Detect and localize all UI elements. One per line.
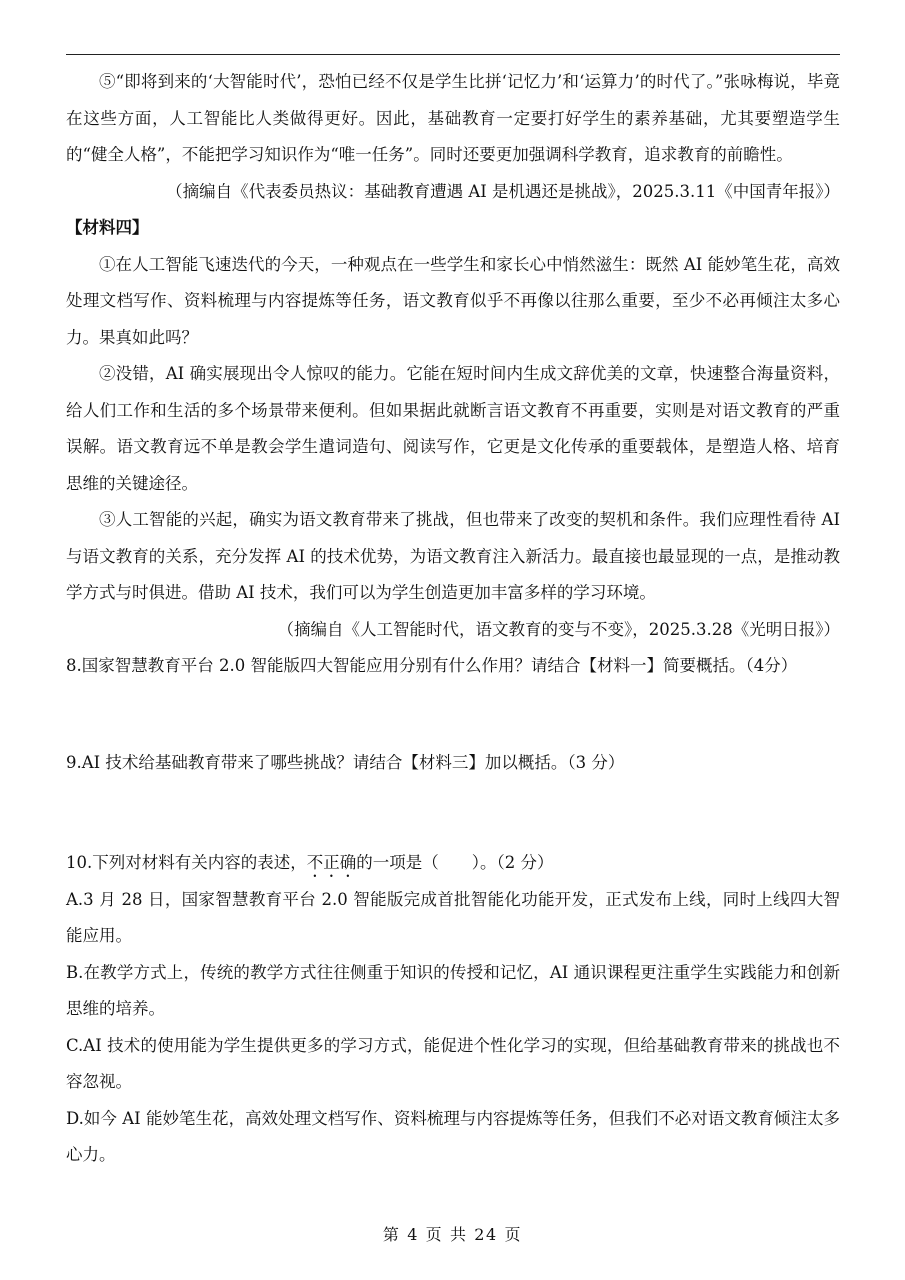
material4-source: （摘编自《人工智能时代，语文教育的变与不变》，2025.3.28《光明日报》） [277,619,840,639]
question-9: 9.AI 技术给基础教育带来了哪些挑战？请结合【材料三】加以概括。（3 分） [66,752,625,772]
answer-space-8 [66,685,840,745]
option-c: C.AI 技术的使用能为学生提供更多的学习方式，能促进个性化学习的实现，但给基础教育带来的挑战也不容忽视。 [66,1035,840,1091]
material3-source: （摘编自《代表委员热议：基础教育遭遇 AI 是机遇还是挑战》，2025.3.11《中国青年报》） [166,181,840,201]
material4-paragraph-3: ③人工智能的兴起，确实为语文教育带来了挑战，但也带来了改变的契机和条件。我们应理性看待 AI 与语文教育的关系，充分发挥 AI 的技术优势，为语文教育注入新活力。最直接也最显现的一点，是推动教学方式与时俱进。借助 AI 技术，我们可以为学生创造更加丰富多样的学习环境。 [66,510,840,602]
top-rule [66,54,840,55]
document-body [66,64,840,1174]
page-footer: 第 4 页 共 24 页 [382,1225,523,1244]
option-a: A.3 月 28 日，国家智慧教育平台 2.0 智能版完成首批智能化功能开发，正式发布上线，同时上线四大智能应用。 [66,889,840,945]
answer-space-9 [66,781,840,845]
option-d: D.如今 AI 能妙笔生花，高效处理文档写作、资料梳理与内容提炼等任务，但我们不必对语文教育倾注太多心力。 [66,1108,840,1164]
question-10 [66,845,840,882]
material4-paragraph-2: ②没错，AI 确实展现出令人惊叹的能力。它能在短时间内生成文辞优美的文章，快速整合海量资料，给人们工作和生活的多个场景带来便利。但如果据此就断言语文教育不再重要，实则是对语文教育的严重误解。语文教育远不单是教会学生遣词造句、阅读写作，它更是文化传承的重要载体，是塑造人格、培育思维的关键途径。 [66,364,840,493]
material4-paragraph-1: ①在人工智能飞速迭代的今天，一种观点在一些学生和家长心中悄然滋生：既然 AI 能妙笔生花，高效处理文档写作、资料梳理与内容提炼等任务，语文教育似乎不再像以往那么重要，至少不必再倾注太多心力。果真如此吗？ [66,254,840,347]
material4-heading: 【材料四】 [66,218,149,237]
question-8: 8.国家智慧教育平台 2.0 智能版四大智能应用分别有什么作用？请结合【材料一】简要概括。（4分） [66,656,798,675]
material3-paragraph-5: ⑤“即将到来的‘大智能时代’，恐怕已经不仅是学生比拼‘记忆力’和‘运算力’的时代了。”张咏梅说，毕竟在这些方面，人工智能比人类做得更好。因此，基础教育一定要打好学生的素养基础，尤其要塑造学生的“健全人格”，不能把学习知识作为“唯一任务”。同时还要更加强调科学教育，追求教育的前瞻性。 [66,72,840,164]
option-b: B.在教学方式上，传统的教学方式往往侧重于知识的传授和记忆，AI 通识课程更注重学生实践能力和创新思维的培养。 [66,962,840,1018]
question-10-suffix: 的一项是（ ）。（2 分） [356,853,554,872]
question-10-emphasis: 不正确 [306,853,357,872]
question-10-prefix: 10.下列对材料有关内容的表述， [66,853,307,872]
